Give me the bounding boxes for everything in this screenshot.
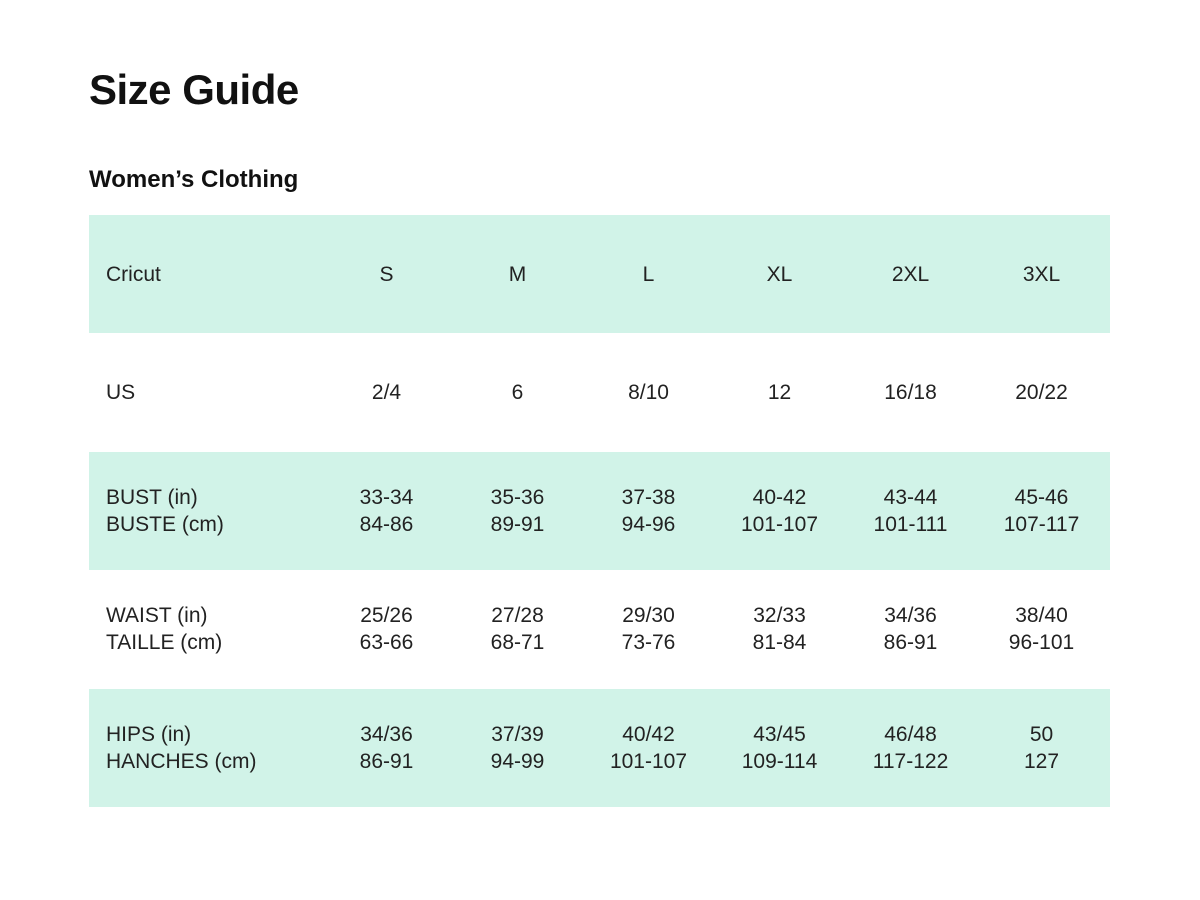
row-label-in: HIPS (in) [106,722,192,746]
size-header-cell [976,261,1107,288]
us-size-cell [452,379,583,406]
waist-cell [845,602,976,656]
waist-cell [583,602,714,656]
hips-cell [583,721,714,775]
bust-cm-value: 101-111 [873,512,948,536]
table-row-hips [89,689,1110,807]
row-label-cm: TAILLE (cm) [106,631,223,655]
us-size-value: 8/10 [628,381,669,405]
bust-cell [321,484,452,538]
bust-cell [583,484,714,538]
waist-cell [976,602,1107,656]
section-title: Women’s Clothing [89,166,299,193]
row-label-in: BUST (in) [106,485,198,509]
page-title: Size Guide [89,66,299,113]
hips-in-value: 46/48 [884,722,937,746]
hips-in-value: 37/39 [491,722,544,746]
bust-in-value: 43-44 [883,485,938,509]
row-label-cm: HANCHES (cm) [106,749,257,773]
row-label-text: Cricut [106,262,161,286]
us-size-cell [321,379,452,406]
row-label-us [89,379,321,406]
hips-in-value: 34/36 [360,722,413,746]
us-size-cell [976,379,1107,406]
size-header-text: XL [766,262,793,286]
waist-cm-value: 96-101 [1008,631,1075,655]
hips-cm-value: 86-91 [359,749,414,773]
size-header-cell [321,261,452,288]
table-row-us [89,333,1110,451]
bust-in-value: 40-42 [752,485,807,509]
waist-in-value: 34/36 [884,604,937,628]
size-header-cell [452,261,583,288]
bust-in-value: 33-34 [359,485,414,509]
hips-cm-value: 127 [1023,749,1060,773]
waist-in-value: 27/28 [491,604,544,628]
row-label-cm: BUSTE (cm) [106,512,224,536]
waist-in-value: 32/33 [753,604,806,628]
size-header-text: 2XL [891,262,930,286]
bust-cm-value: 84-86 [359,512,414,536]
row-label-in: WAIST (in) [106,604,208,628]
hips-cell [452,721,583,775]
row-label-cricut [89,261,321,288]
bust-cm-value: 89-91 [490,512,545,536]
hips-cell [714,721,845,775]
waist-cell [321,602,452,656]
bust-in-value: 45-46 [1014,485,1069,509]
us-size-value: 20/22 [1015,381,1068,405]
size-header-text: 3XL [1022,262,1061,286]
waist-cm-value: 68-71 [490,631,545,655]
hips-in-value: 40/42 [622,722,675,746]
row-label-waist [89,602,321,656]
size-header-cell [714,261,845,288]
waist-cm-value: 73-76 [621,631,676,655]
waist-cm-value: 81-84 [752,631,807,655]
bust-in-value: 35-36 [490,485,545,509]
row-label-text: US [106,381,136,405]
hips-cm-value: 94-99 [490,749,545,773]
waist-in-value: 29/30 [622,604,675,628]
bust-cm-value: 101-107 [740,512,819,536]
row-label-hips [89,721,321,775]
hips-cell [321,721,452,775]
us-size-value: 2/4 [371,381,402,405]
size-table [89,215,1110,807]
hips-cm-value: 101-107 [609,749,688,773]
us-size-value: 16/18 [884,381,937,405]
hips-in-value: 43/45 [753,722,806,746]
size-header-text: M [508,262,527,286]
us-size-value: 6 [511,381,524,405]
bust-cm-value: 107-117 [1003,512,1080,536]
waist-cm-value: 63-66 [359,631,414,655]
bust-cell [452,484,583,538]
hips-cell [976,721,1107,775]
table-row-waist [89,570,1110,688]
bust-cm-value: 94-96 [621,512,676,536]
table-row-bust [89,452,1110,570]
us-size-cell [583,379,714,406]
us-size-cell [714,379,845,406]
size-header-text: L [642,262,655,286]
row-label-bust [89,484,321,538]
waist-in-value: 38/40 [1015,604,1068,628]
waist-in-value: 25/26 [360,604,413,628]
bust-in-value: 37-38 [621,485,676,509]
bust-cell [845,484,976,538]
size-header-cell [845,261,976,288]
size-header-text: S [379,262,394,286]
table-header-row [89,215,1110,333]
size-header-cell [583,261,714,288]
us-size-value: 12 [767,381,792,405]
waist-cell [714,602,845,656]
hips-cm-value: 117-122 [872,749,949,773]
hips-cell [845,721,976,775]
waist-cell [452,602,583,656]
hips-cm-value: 109-114 [741,749,818,773]
hips-in-value: 50 [1029,722,1054,746]
bust-cell [714,484,845,538]
us-size-cell [845,379,976,406]
bust-cell [976,484,1107,538]
waist-cm-value: 86-91 [883,631,938,655]
